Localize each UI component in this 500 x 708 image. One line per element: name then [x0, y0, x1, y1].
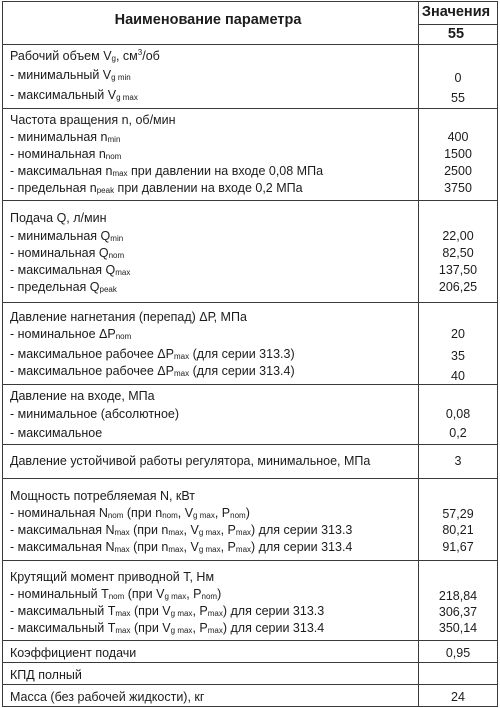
- param-value: 55: [451, 91, 465, 105]
- param-value: 24: [451, 690, 465, 704]
- table-border: [2, 706, 498, 707]
- param-value: 0,95: [445, 646, 471, 660]
- param-row: - максимальная $n_{max}$ при давлении на входе 0,08 МПа: [10, 164, 324, 178]
- param-value: 91,67: [442, 540, 474, 554]
- table-column-divider: [418, 1, 419, 707]
- param-value: 0,2: [449, 426, 467, 440]
- section-regulator-title: Давление устойчивой работы регулятора, минимальное, МПа: [10, 454, 371, 468]
- param-row: - номинальное $\Delta Р_{nom}$: [10, 327, 132, 341]
- param-row: - максимальное рабочее $\Delta Р_{max}$ (для серии 313.3): [10, 347, 295, 361]
- param-row: - максимальное рабочее $\Delta Р_{max}$ (для серии 313.4): [10, 364, 295, 378]
- param-row: - минимальный $V_{g min}$: [10, 68, 131, 82]
- model-number: 55: [447, 26, 465, 42]
- param-row: - предельная $n_{peak}$ при давлении на входе 0,2 МПа: [10, 181, 303, 195]
- param-value: 350,14: [438, 621, 478, 635]
- param-row: - номинальный $T_{nom}$ (при $V_{g max}$, $P_{nom}$): [10, 587, 222, 601]
- param-row: - максимальное: [10, 426, 103, 440]
- section-speed-title: Частота вращения n, об/мин: [10, 113, 176, 127]
- table-divider: [2, 44, 498, 45]
- param-row: - номинальная $Q_{nom}$: [10, 246, 125, 260]
- table-divider: [2, 478, 498, 479]
- param-row: - минимальное (абсолютное): [10, 407, 180, 421]
- param-value: 0,08: [445, 407, 471, 421]
- section-efficiency-title: КПД полный: [10, 668, 82, 682]
- table-divider: [418, 24, 498, 25]
- section-flow-coefficient-title: Коэффициент подачи: [10, 646, 137, 660]
- param-value: 400: [447, 130, 469, 144]
- param-value: 2500: [444, 164, 472, 178]
- table-divider: [2, 302, 498, 303]
- section-mass-title: Масса (без рабочей жидкости), кг: [10, 690, 205, 704]
- table-border: [497, 1, 498, 707]
- param-value: 35: [451, 349, 465, 363]
- section-torque-title: Крутящий момент приводной T, Нм: [10, 570, 215, 584]
- param-row: - минимальная $Q_{min}$: [10, 229, 124, 243]
- param-row: - максимальный $T_{max}$ (при $V_{g max}$, $P_{max}$) для серии 313.4: [10, 621, 325, 635]
- table-border: [2, 1, 498, 2]
- table-divider: [2, 640, 498, 641]
- param-value: 306,37: [438, 605, 478, 619]
- table-divider: [2, 684, 498, 685]
- param-row: - номинальная $N_{nom}$ (при $n_{nom}$, $V_{g max}$, $P_{nom}$): [10, 506, 250, 520]
- param-value: 0: [454, 71, 462, 85]
- param-value: 137,50: [438, 263, 478, 277]
- param-value: 80,21: [442, 523, 474, 537]
- table-border: [2, 1, 3, 707]
- section-power-title: Мощность потребляемая N, кВт: [10, 489, 196, 503]
- param-value: 40: [451, 369, 465, 383]
- section-flow-title: Подача Q, л/мин: [10, 211, 107, 225]
- table-divider: [2, 108, 498, 109]
- param-value: 1500: [444, 147, 472, 161]
- param-row: - максимальный $V_{g max}$: [10, 88, 138, 102]
- param-value: 218,84: [438, 589, 478, 603]
- table-divider: [2, 200, 498, 201]
- param-value: 3750: [444, 181, 472, 195]
- param-row: - максимальная $Q_{max}$: [10, 263, 131, 277]
- section-pressure-title: Давление нагнетания (перепад) ΔР, МПа: [10, 310, 247, 324]
- section-inlet-title: Давление на входе, МПа: [10, 389, 155, 403]
- table-divider: [2, 384, 498, 385]
- param-value: 3: [454, 454, 462, 468]
- param-value: 82,50: [442, 246, 474, 260]
- param-value: 206,25: [438, 280, 478, 294]
- param-row: - максимальная $N_{max}$ (при $n_{max}$, $V_{g max}$, $P_{max}$) для серии 313.4: [10, 540, 353, 554]
- param-value: 57,29: [442, 507, 474, 521]
- param-value: 22,00: [442, 229, 474, 243]
- param-row: - предельная $Q_{peak}$: [10, 280, 117, 294]
- table-divider: [2, 444, 498, 445]
- param-row: - максимальная $N_{max}$ (при $n_{max}$, $V_{g max}$, $P_{max}$) для серии 313.3: [10, 523, 353, 537]
- param-header: Наименование параметра: [114, 12, 302, 28]
- param-value: 20: [451, 327, 465, 341]
- values-header: Значения: [421, 4, 491, 20]
- param-row: - максимальный $T_{max}$ (при $V_{g max}$, $P_{max}$) для серии 313.3: [10, 604, 325, 618]
- section-displacement-title: Рабочий объем $V_g$, $см^3/об$: [10, 48, 160, 63]
- table-divider: [2, 560, 498, 561]
- param-row: - минимальная $n_{min}$: [10, 130, 121, 144]
- table-divider: [2, 662, 498, 663]
- param-row: - номинальная $n_{nom}$: [10, 147, 122, 161]
